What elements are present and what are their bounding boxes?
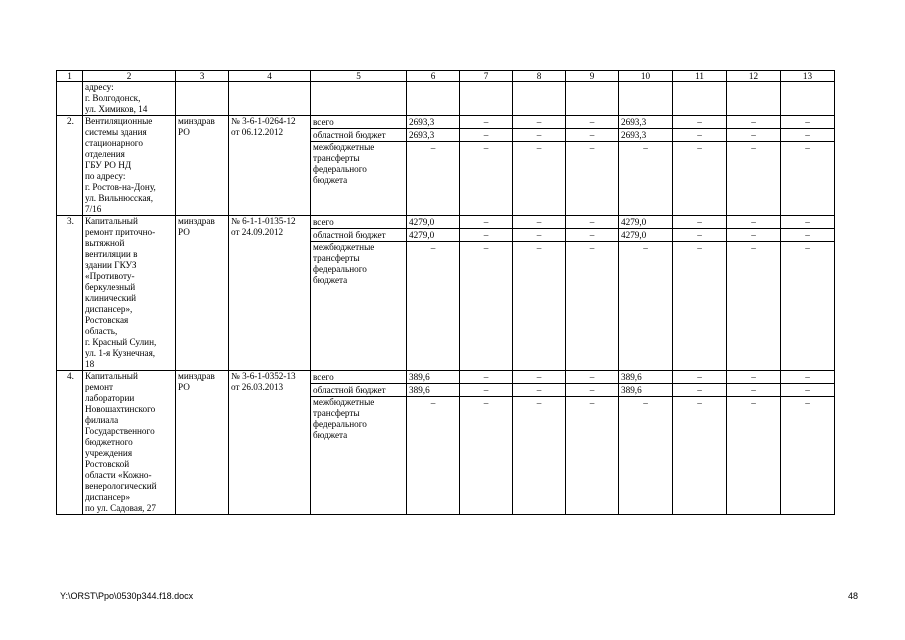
continuation-row: [57, 82, 835, 116]
value: –: [536, 143, 542, 153]
value-cell: [513, 116, 566, 216]
empty-cell: [176, 82, 229, 116]
header-cell: 1: [57, 71, 83, 82]
text-line: венерологический: [85, 481, 157, 491]
value: –: [673, 216, 726, 229]
value-cell: [460, 116, 513, 216]
text-line: клинический: [85, 293, 137, 303]
funding-source: областной бюджет: [311, 129, 406, 142]
text-line: ГБУ РО НД: [85, 160, 132, 170]
value-cell: [781, 116, 835, 216]
text-line: РО: [178, 382, 190, 392]
value: –: [460, 229, 512, 242]
funding-source: всего: [311, 216, 406, 229]
header-cell: 8: [513, 71, 566, 82]
empty-cell: [619, 82, 673, 116]
value: –: [781, 229, 834, 242]
value: –: [643, 398, 648, 408]
value: –: [781, 116, 834, 129]
text-line: 18: [85, 359, 95, 369]
value: –: [513, 384, 565, 397]
empty-cell: [673, 82, 727, 116]
value-cell: [781, 216, 835, 371]
value: –: [483, 398, 489, 408]
value: –: [589, 243, 595, 253]
text-line: области «Кожно-: [85, 470, 152, 480]
value: –: [460, 371, 512, 384]
document-number-cell: [229, 371, 311, 515]
text-line: Ростовской: [85, 459, 130, 469]
header-cell: 9: [566, 71, 619, 82]
value: –: [536, 398, 542, 408]
value-cell: [566, 116, 619, 216]
funding-source-cell: [311, 116, 407, 216]
value: –: [673, 384, 726, 397]
header-row: [57, 71, 835, 82]
value: –: [727, 371, 780, 384]
funding-source: межбюджетные трансферты федерального бюджета: [313, 397, 375, 440]
value-cell: [727, 371, 781, 515]
text-line: диспансер»: [85, 492, 131, 502]
text-line: № 3-6-1-0264-12: [231, 116, 296, 126]
value: –: [460, 129, 512, 142]
row-number: 2.: [57, 116, 83, 216]
value: –: [805, 243, 810, 253]
text-line: минздрав: [178, 116, 215, 126]
text-line: ул. Вильнюсская,: [85, 193, 154, 203]
object-name-cell: [83, 371, 176, 515]
value: –: [673, 129, 726, 142]
value: –: [727, 129, 780, 142]
value: –: [566, 216, 618, 229]
value: 4279,0: [619, 229, 672, 242]
text-line: от 24.09.2012: [231, 227, 284, 237]
text-line: «Противоту-: [85, 271, 135, 281]
value: 4279,0: [407, 229, 459, 242]
value: –: [673, 229, 726, 242]
text-line: г. Волгодонск,: [85, 93, 141, 103]
organization-cell: [176, 371, 229, 515]
text-line: 7/16: [85, 204, 102, 214]
text-line: стационарного: [85, 138, 143, 148]
value: –: [536, 243, 542, 253]
text-line: по ул. Садовая, 27: [85, 503, 156, 513]
text-line: отделения: [85, 149, 125, 159]
value: –: [781, 384, 834, 397]
value: 2693,3: [407, 116, 459, 129]
value: –: [805, 143, 810, 153]
value: 2693,3: [619, 116, 672, 129]
funding-source: межбюджетные трансферты федерального бюджета: [313, 242, 375, 285]
value-cell: [513, 371, 566, 515]
empty-cell: [781, 82, 835, 116]
text-line: от 26.03.2013: [231, 382, 284, 392]
footer-file-path: Y:\ORST\Ppo\0530p344.f18.docx: [60, 591, 194, 601]
table-row: [57, 371, 835, 515]
empty-cell: [566, 82, 619, 116]
value: –: [513, 229, 565, 242]
value: –: [589, 398, 595, 408]
value: 4279,0: [407, 216, 459, 229]
value: –: [513, 129, 565, 142]
header-cell: 5: [311, 71, 407, 82]
value-cell: [407, 371, 460, 515]
value: –: [697, 243, 702, 253]
value-cell: [619, 116, 673, 216]
value-cell: [727, 116, 781, 216]
empty-cell: [460, 82, 513, 116]
value: –: [513, 216, 565, 229]
funding-source: межбюджетные трансферты федерального бюджета: [313, 142, 375, 185]
text-line: Вентиляционные: [85, 116, 153, 126]
value-cell: [619, 371, 673, 515]
value: –: [643, 143, 648, 153]
funding-source: областной бюджет: [311, 384, 406, 397]
value: –: [751, 398, 756, 408]
text-line: Новошахтинского: [85, 404, 156, 414]
value: –: [727, 216, 780, 229]
value: –: [781, 216, 834, 229]
text-line: Капитальный: [85, 216, 138, 226]
empty-cell: [229, 82, 311, 116]
header-cell: 10: [619, 71, 673, 82]
text-line: учреждения: [85, 448, 133, 458]
value-cell: [619, 216, 673, 371]
value: –: [781, 129, 834, 142]
text-line: г. Ростов-на-Дону,: [85, 182, 156, 192]
header-cell: 7: [460, 71, 513, 82]
header-cell: 13: [781, 71, 835, 82]
value: –: [751, 243, 756, 253]
object-name-cell: [83, 216, 176, 371]
value: 4279,0: [619, 216, 672, 229]
value-cell: [566, 371, 619, 515]
value: –: [430, 243, 436, 253]
value: –: [513, 371, 565, 384]
text-line: бюджетного: [85, 437, 133, 447]
value-cell: [513, 216, 566, 371]
text-line: ремонт приточно-: [85, 227, 156, 237]
value: –: [673, 116, 726, 129]
value: 389,6: [407, 371, 459, 384]
header-cell: 2: [83, 71, 176, 82]
value: –: [460, 384, 512, 397]
text-line: ул. 1-я Кузнечная,: [85, 348, 156, 358]
value: –: [566, 371, 618, 384]
value: –: [673, 371, 726, 384]
value-cell: [407, 116, 460, 216]
text-line: Ростовская: [85, 315, 129, 325]
value: –: [727, 116, 780, 129]
organization-cell: [176, 116, 229, 216]
value: –: [513, 116, 565, 129]
text-line: ул. Химиков, 14: [85, 104, 148, 114]
value: –: [430, 143, 436, 153]
document-number-cell: [229, 216, 311, 371]
empty-cell: [727, 82, 781, 116]
value-cell: [673, 371, 727, 515]
value: –: [697, 143, 702, 153]
value-cell: [566, 216, 619, 371]
text-line: адресу:: [85, 82, 114, 92]
budget-table: [56, 70, 835, 515]
value-cell: [781, 371, 835, 515]
text-line: минздрав: [178, 371, 215, 381]
value: –: [460, 116, 512, 129]
value: –: [727, 384, 780, 397]
text-line: филиала: [85, 415, 119, 425]
value: –: [483, 243, 489, 253]
value: –: [589, 143, 595, 153]
text-line: минздрав: [178, 216, 215, 226]
value: –: [460, 216, 512, 229]
funding-source: всего: [311, 116, 406, 129]
value: 389,6: [619, 384, 672, 397]
organization-cell: [176, 216, 229, 371]
header-cell: 11: [673, 71, 727, 82]
value: 389,6: [407, 384, 459, 397]
value: –: [483, 143, 489, 153]
value-cell: [727, 216, 781, 371]
document-number-cell: [229, 116, 311, 216]
object-name-cell: [83, 82, 176, 116]
text-line: ремонт: [85, 382, 114, 392]
text-line: область,: [85, 326, 118, 336]
value: –: [430, 398, 436, 408]
value: –: [566, 384, 618, 397]
text-line: № 6-1-1-0135-12: [231, 216, 296, 226]
text-line: вентиляции в: [85, 249, 138, 259]
header-cell: 6: [407, 71, 460, 82]
text-line: Капитальный: [85, 371, 138, 381]
value: –: [751, 143, 756, 153]
row-number: 4.: [57, 371, 83, 515]
value: –: [566, 116, 618, 129]
text-line: диспансер»,: [85, 304, 133, 314]
text-line: от 06.12.2012: [231, 127, 284, 137]
empty-cell: [513, 82, 566, 116]
funding-source-cell: [311, 371, 407, 515]
text-line: РО: [178, 227, 190, 237]
value: –: [805, 398, 810, 408]
value-cell: [673, 216, 727, 371]
header-cell: 12: [727, 71, 781, 82]
table-row: [57, 216, 835, 371]
value: –: [566, 229, 618, 242]
object-name-cell: [83, 116, 176, 216]
text-line: по адресу:: [85, 171, 126, 181]
text-line: беркулезный: [85, 282, 136, 292]
value: –: [697, 398, 702, 408]
empty-cell: [407, 82, 460, 116]
text-line: системы здания: [85, 127, 147, 137]
row-number: 3.: [57, 216, 83, 371]
text-line: РО: [178, 127, 190, 137]
text-line: лаборатории: [85, 393, 135, 403]
text-line: № 3-6-1-0352-13: [231, 371, 296, 381]
text-line: Государственного: [85, 426, 155, 436]
empty-cell: [311, 82, 407, 116]
funding-source-cell: [311, 216, 407, 371]
value: 389,6: [619, 371, 672, 384]
funding-source: областной бюджет: [311, 229, 406, 242]
value: –: [566, 129, 618, 142]
value: –: [643, 243, 648, 253]
header-cell: 4: [229, 71, 311, 82]
footer-page-number: 48: [848, 591, 859, 601]
value: 2693,3: [619, 129, 672, 142]
text-line: вытяжной: [85, 238, 125, 248]
value-cell: [460, 216, 513, 371]
value-cell: [673, 116, 727, 216]
header-cell: 3: [176, 71, 229, 82]
value: –: [781, 371, 834, 384]
value-cell: [460, 371, 513, 515]
text-line: г. Красный Сулин,: [85, 337, 157, 347]
empty-cell: [57, 82, 83, 116]
text-line: здании ГКУЗ: [85, 260, 137, 270]
table-row: [57, 116, 835, 216]
funding-source: всего: [311, 371, 406, 384]
value-cell: [407, 216, 460, 371]
value: –: [727, 229, 780, 242]
value: 2693,3: [407, 129, 459, 142]
